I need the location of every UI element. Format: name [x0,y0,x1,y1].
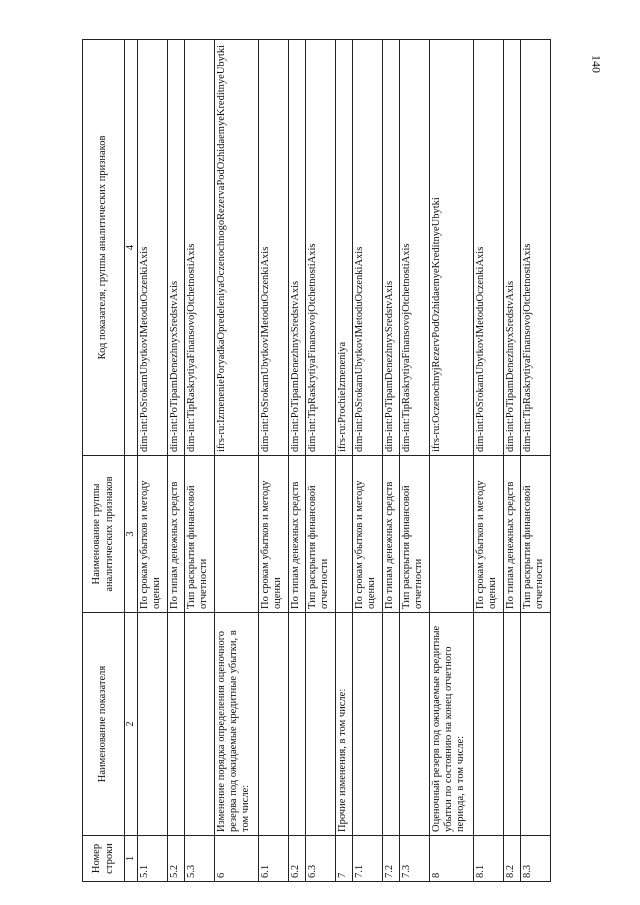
indicator-code-cell: dim-int:PoTipamDenezhnyxSredstvAxis [383,40,400,456]
table-row [429,40,473,882]
group-name-cell: По типам денежных средств [289,456,306,613]
header-indicator-name: Наименование показателя [83,613,125,836]
row-number-cell: 8 [429,836,473,882]
group-name-cell [336,456,353,613]
indicator-name-cell: Изменение порядка определения оценочного резерва под ожидаемые кредитные убытки, в том числе: [215,613,259,836]
column-number: 3 [125,456,138,613]
indicators-table [82,39,551,882]
header-row [83,40,125,882]
row-number-cell: 6 [215,836,259,882]
indicator-code-cell: ifrs-ru:IzmeneniePoryadkaOpredeleniyaOczenochnogoRezervaPodOzhidaemyeKreditnyeUbytki [215,40,259,456]
group-name-cell: По срокам убытков и методу оценки [473,456,503,613]
group-name-cell: Тип раскрытия финансовой отчетности [305,456,335,613]
group-name-cell: По типам денежных средств [168,456,185,613]
table-row [352,40,382,882]
indicator-code-cell: dim-int:TipRaskrytiyaFinansovojOtchetnostiAxis [185,40,215,456]
page-number: 140 [589,55,604,73]
column-number: 1 [125,836,138,882]
indicator-name-cell [138,613,168,836]
table-row [473,40,503,882]
table-row [503,40,520,882]
indicator-name-cell [383,613,400,836]
indicator-name-cell [352,613,382,836]
indicator-code-cell: ifrs-ru:OczenochnyjRezervPodOzhidaemyeKreditnyeUbytki [429,40,473,456]
table-row [168,40,185,882]
column-number-row [125,40,138,882]
indicator-code-cell: ifrs-ru:ProchieIzmeneniya [336,40,353,456]
row-number-cell: 6.3 [305,836,335,882]
row-number-cell: 7.3 [399,836,429,882]
indicator-code-cell: dim-int:TipRaskrytiyaFinansovojOtchetnostiAxis [305,40,335,456]
indicator-name-cell: Прочие изменения, в том числе: [336,613,353,836]
indicator-name-cell [305,613,335,836]
group-name-cell: Тип раскрытия финансовой отчетности [399,456,429,613]
group-name-cell: По срокам убытков и методу оценки [258,456,288,613]
indicator-code-cell: dim-int:PoTipamDenezhnyxSredstvAxis [168,40,185,456]
table-wrapper [82,40,551,882]
row-number-cell: 7.2 [383,836,400,882]
indicator-code-cell: dim-int:PoTipamDenezhnyxSredstvAxis [503,40,520,456]
row-number-cell: 5.1 [138,836,168,882]
row-number-cell: 5.3 [185,836,215,882]
indicator-code-cell: dim-int:PoSrokamUbytkovIMetoduOczenkiAxis [258,40,288,456]
table-row [289,40,306,882]
table-row [399,40,429,882]
table-body [138,40,551,882]
row-number-cell: 8.3 [520,836,550,882]
header-code: Код показателя, группы аналитических признаков [83,40,125,456]
column-number: 2 [125,613,138,836]
table-row [138,40,168,882]
indicator-name-cell: Оценочный резерв под ожидаемые кредитные убытки по состоянию на конец отчетного периода, в том числе: [429,613,473,836]
indicator-name-cell [168,613,185,836]
group-name-cell [429,456,473,613]
table-row [258,40,288,882]
column-number: 4 [125,40,138,456]
group-name-cell: Тип раскрытия финансовой отчетности [185,456,215,613]
row-number-cell: 6.1 [258,836,288,882]
group-name-cell: По типам денежных средств [503,456,520,613]
table-row [185,40,215,882]
table-row [305,40,335,882]
group-name-cell: По типам денежных средств [383,456,400,613]
row-number-cell: 6.2 [289,836,306,882]
indicator-code-cell: dim-int:PoSrokamUbytkovIMetoduOczenkiAxis [138,40,168,456]
indicator-name-cell [289,613,306,836]
group-name-cell: По срокам убытков и методу оценки [352,456,382,613]
indicator-code-cell: dim-int:TipRaskrytiyaFinansovojOtchetnostiAxis [399,40,429,456]
header-row-no: Номер строки [83,836,125,882]
rotated-table-container [82,40,551,882]
indicator-code-cell: dim-int:PoSrokamUbytkovIMetoduOczenkiAxis [473,40,503,456]
group-name-cell [215,456,259,613]
indicator-name-cell [258,613,288,836]
group-name-cell: По срокам убытков и методу оценки [138,456,168,613]
indicator-name-cell [473,613,503,836]
indicator-code-cell: dim-int:TipRaskrytiyaFinansovojOtchetnostiAxis [520,40,550,456]
row-number-cell: 7 [336,836,353,882]
group-name-cell: Тип раскрытия финансовой отчетности [520,456,550,613]
table-row [336,40,353,882]
row-number-cell: 8.1 [473,836,503,882]
row-number-cell: 8.2 [503,836,520,882]
row-number-cell: 7.1 [352,836,382,882]
indicator-name-cell [399,613,429,836]
indicator-code-cell: dim-int:PoTipamDenezhnyxSredstvAxis [289,40,306,456]
indicator-name-cell [520,613,550,836]
indicator-name-cell [503,613,520,836]
table-row [215,40,259,882]
table-row [520,40,550,882]
indicator-name-cell [185,613,215,836]
table-row [383,40,400,882]
row-number-cell: 5.2 [168,836,185,882]
indicator-code-cell: dim-int:PoSrokamUbytkovIMetoduOczenkiAxis [352,40,382,456]
header-group-name: Наименование группы аналитических признаков [83,456,125,613]
